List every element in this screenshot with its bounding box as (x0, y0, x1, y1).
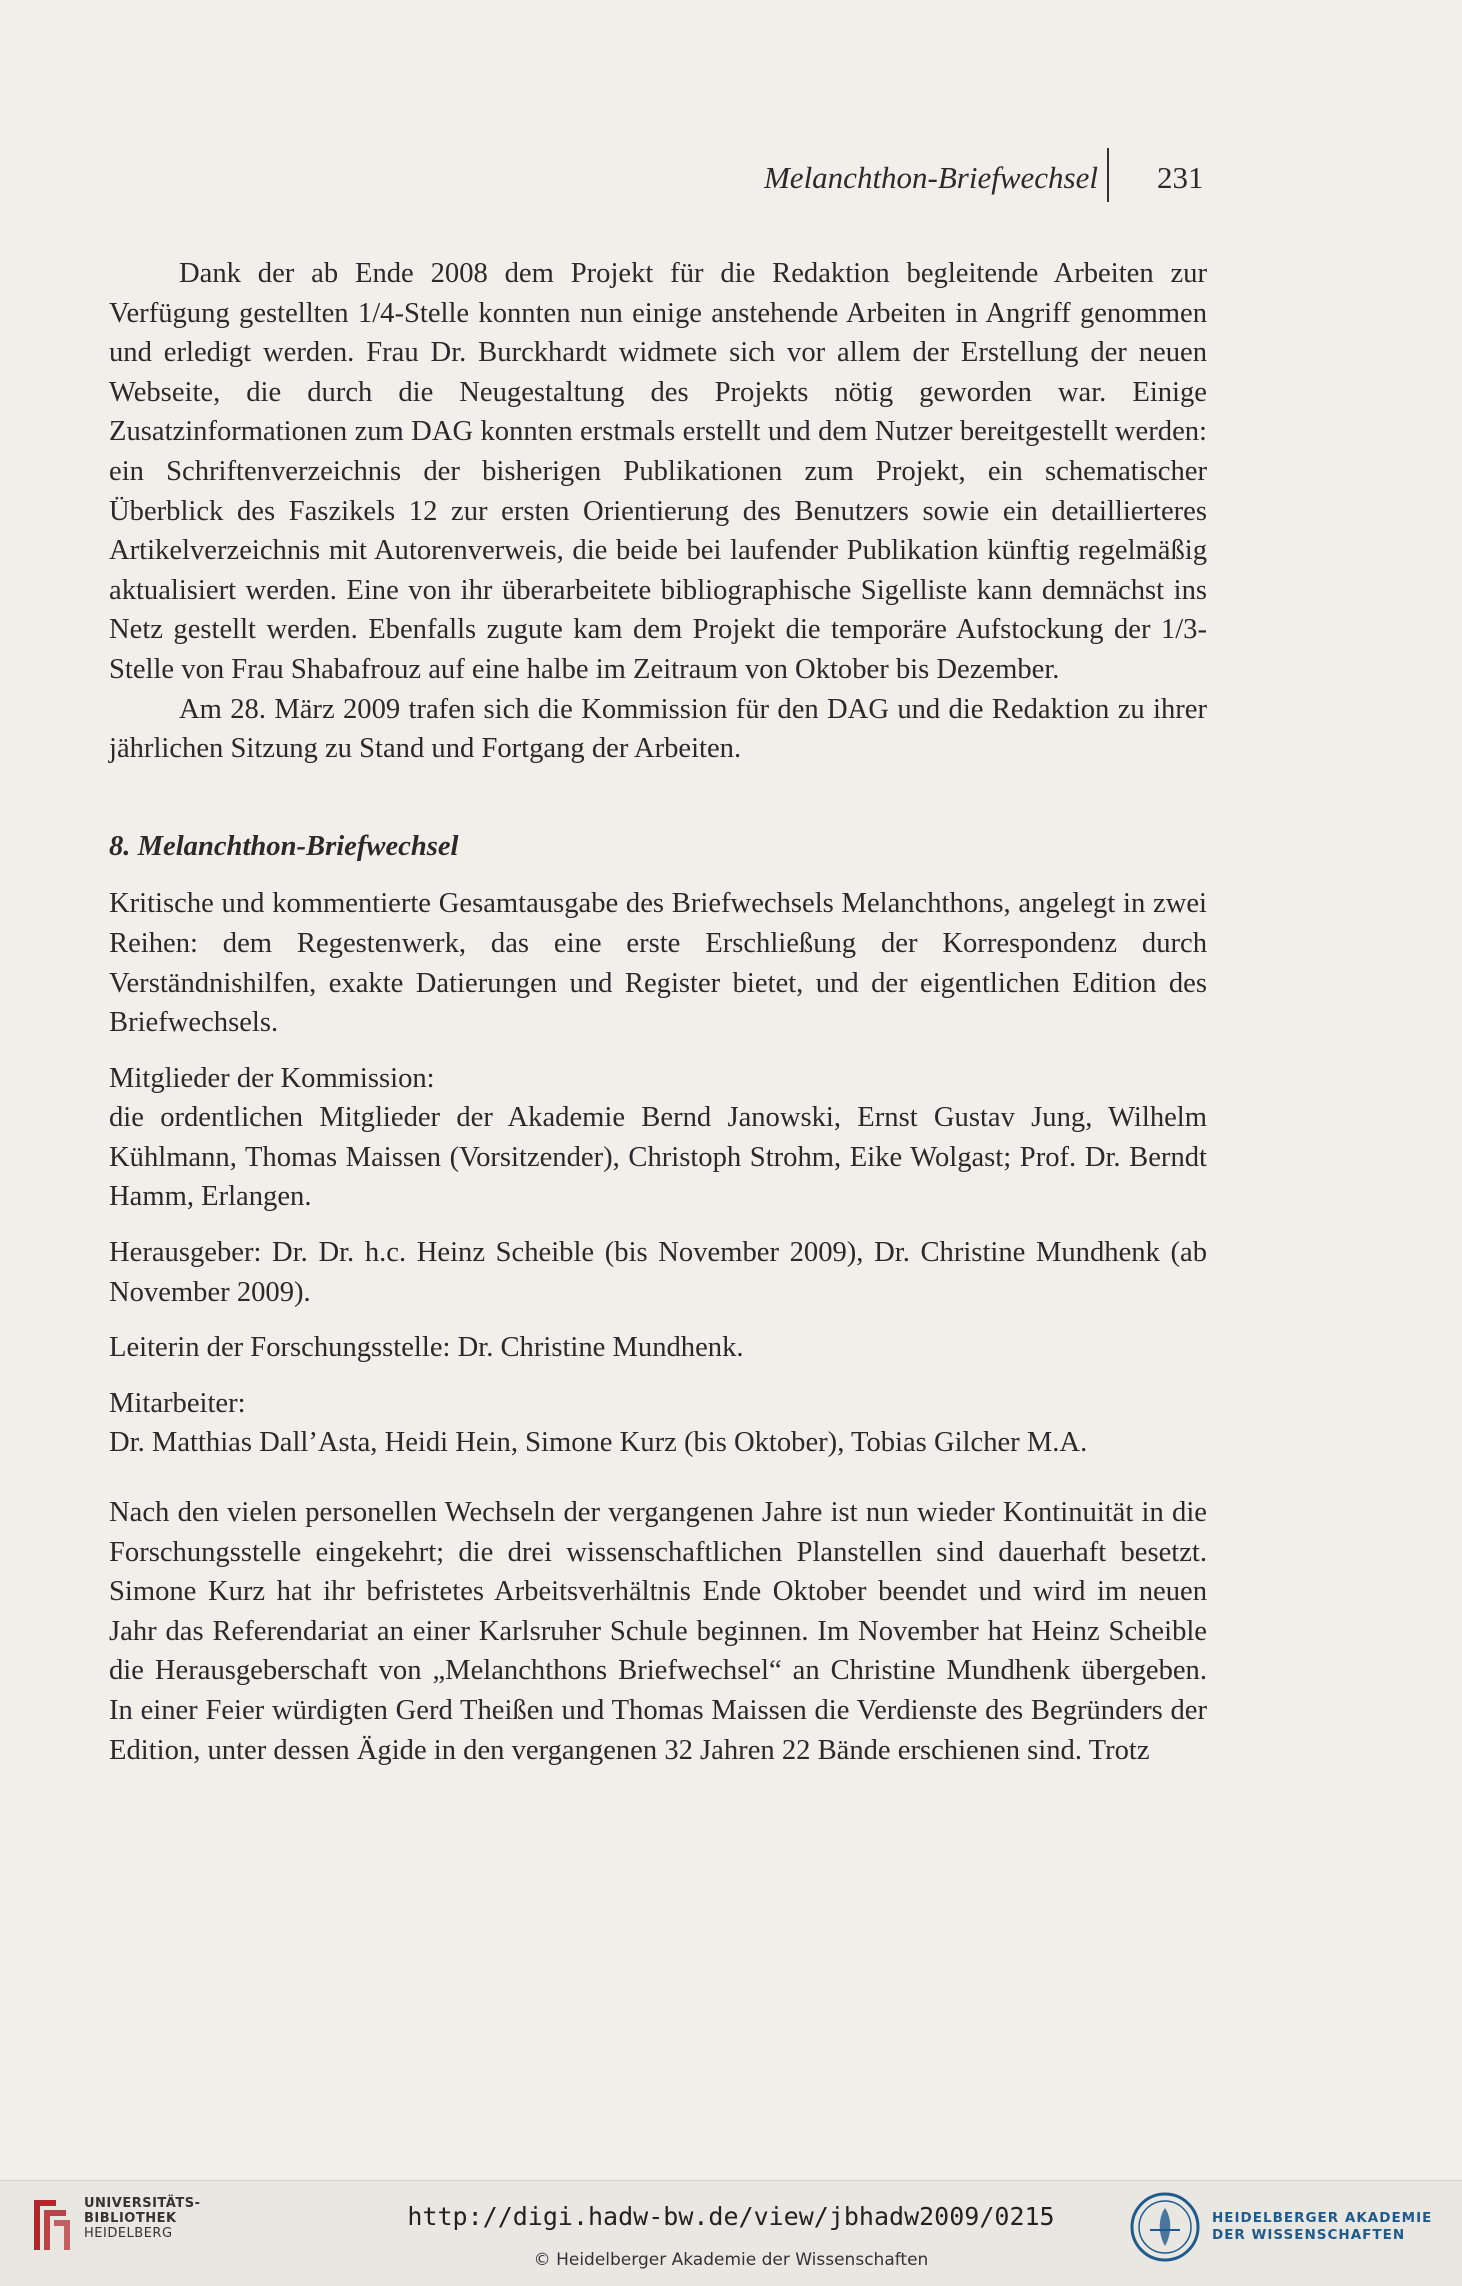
section-heading: 8. Melanchthon-Briefwechsel (109, 830, 459, 862)
academy-name (1212, 2210, 1432, 2244)
running-head (0, 158, 1462, 202)
academy-name-line1: HEIDELBERGER AKADEMIE (1212, 2210, 1433, 2226)
copyright-notice: © Heidelberger Akademie der Wissenschaften (533, 2250, 929, 2270)
members-list: die ordentlichen Mitglieder der Akademie Bernd Janowski, Ernst Gustav Jung, Wilhelm Kühlmann, Thomas Maissen (Vorsitzender), Christoph Strohm, Eike Wolgast; Prof. Dr. Berndt Hamm, Erlangen. (109, 1102, 1207, 1213)
staff-label: Mitarbeiter: (109, 1387, 246, 1419)
staff-list: Dr. Matthias Dall’Asta, Heidi Hein, Simone Kurz (bis Oktober), Tobias Gilcher M.A. (109, 1427, 1088, 1459)
permalink-url[interactable]: http://digi.hadw-bw.de/view/jbhadw2009/0215 (407, 2202, 1055, 2231)
paragraph-dag-staff: Dank der ab Ende 2008 dem Projekt für die Redaktion begleitende Arbeiten zur Verfügung gestellten 1/4-Stelle konnten nun einige anstehende Arbeiten in Angriff genommen und erledigt werden. Frau Dr. Burckhardt widmete sich vor allem der Erstellung der neuen Webseite, die durch die Neugestaltung des Projekts nötig geworden war. Einige Zusatzinformationen zum DAG konnten erstmals erstellt und dem Nutzer bereitgestellt werden: ein Schriftenverzeichnis der bisherigen Publikationen zum Projekt, ein schematischer Überblick des Faszikels 12 zur ersten Orientierung des Benutzers sowie ein detaillierteres Artikelverzeichnis mit Autorenverweis, die beide bei laufender Publikation künftig regelmäßig aktualisiert werden. Eine von ihr überarbeitete bibliographische Sigelliste kann demnächst ins Netz gestellt werden. Ebenfalls zugute kam dem Projekt die temporäre Aufstockung der 1/3-Stelle von Frau Shabafrouz auf eine halbe im Zeitraum von Oktober bis Dezember. (109, 258, 1207, 685)
library-name-line2: BIBLIOTHEK (84, 2211, 177, 2226)
editors-line: Herausgeber: Dr. Dr. h.c. Heinz Scheible (bis November 2009), Dr. Christine Mundhenk (ab November 2009). (109, 1237, 1207, 1308)
paragraph-project-description: Kritische und kommentierte Gesamtausgabe des Briefwechsels Melanchthons, angelegt in zwei Reihen: dem Regestenwerk, das eine erste Erschließung der Korrespondenz durch Verständnishilfen, exakte Datierungen und Register bietet, und der eigentlichen Edition des Briefwechsels. (109, 888, 1207, 1039)
members-label: Mitglieder der Kommission: (109, 1062, 435, 1094)
page-body (109, 254, 1207, 1770)
academy-seal-icon (1128, 2190, 1202, 2264)
library-name-line3: HEIDELBERG (84, 2226, 173, 2241)
running-head-title: Melanchthon-Briefwechsel (763, 160, 1098, 195)
academy-name-line2: DER WISSENSCHAFTEN (1212, 2227, 1406, 2243)
paragraph-continuity: Nach den vielen personellen Wechseln der vergangenen Jahre ist nun wieder Kontinuität in die Forschungsstelle eingekehrt; die drei wissenschaftlichen Planstellen sind dauerhaft besetzt. Simone Kurz hat ihr befristetes Arbeitsverhältnis Ende Oktober beendet und wird im neuen Jahr das Referendariat an einer Karlsruher Schule beginnen. Im November hat Heinz Scheible die Herausgeberschaft von „Melanchthons Briefwechsel“ an Christine Mundhenk übergeben. In einer Feier würdigten Gerd Theißen und Thomas Maissen die Verdienste des Begründers der Edition, unter dessen Ägide in den vergangenen 32 Jahren 22 Bände erschienen sind. Trotz (109, 1497, 1207, 1766)
page-number: 231 (1157, 160, 1204, 195)
paragraph-dag-meeting: Am 28. März 2009 trafen sich die Kommission für den DAG und die Redaktion zu ihrer jährlichen Sitzung zu Stand und Fortgang der Arbeiten. (109, 693, 1207, 765)
library-name-line1: UNIVERSITÄTS- (84, 2196, 201, 2211)
running-head-divider (1107, 148, 1109, 202)
head-of-office-line: Leiterin der Forschungsstelle: Dr. Christine Mundhenk. (109, 1332, 744, 1364)
